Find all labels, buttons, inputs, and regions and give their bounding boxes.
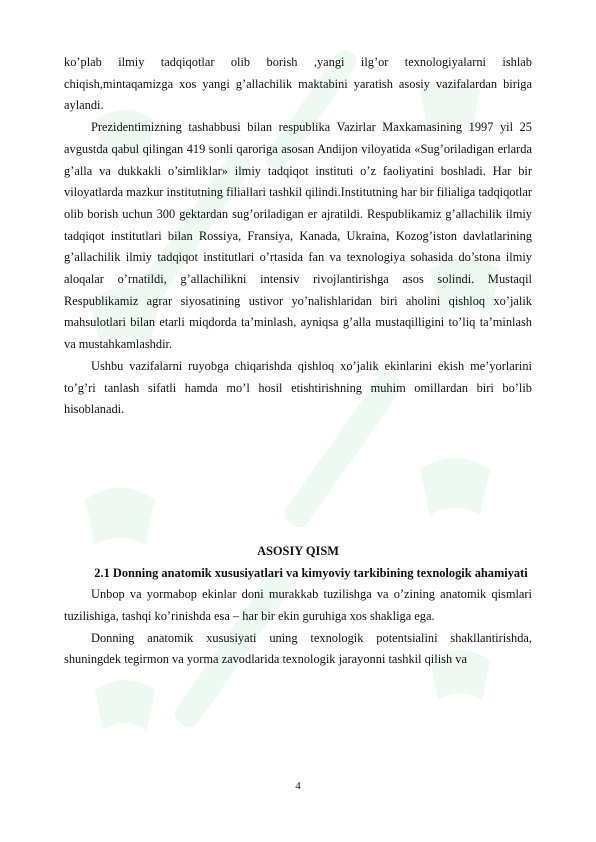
blank-space xyxy=(64,421,532,541)
page-number: 4 xyxy=(295,780,301,792)
body-paragraph: Prezidentimizning tashabbusi bilan respublika Vazirlar Maxkamasining 1997 yil 25 avgustda qabul qilingan 419 sonli qaroriga asosan Andijon viloyatida «Sug’oriladigan erlarda g’alla va dukkakli o’simliklar» ilmiy tadqiqot instituti o’z faoliyatini boshladi. Har bir viloyatlarda mazkur institutning filiallari tashkil qilindi.Institutning har bir filialiga tadqiqotlar olib borish uchun 300 gektardan sug’oriladigan er ajratildi. Respublikamiz g’allachilik ilmiy tadqiqot institutlari bilan Rossiya, Fransiya, Kanada, Ukraina, Kozog’iston davlatlarining g’allachilik ilmiy tadqiqot institutlari o’rtasida fan va texnologiya sohasida do’stona ilmiy aloqalar o’rnatildi, g’allachilikni intensiv rivojlantirishga asos solindi. Mustaqil Respublikamiz agrar siyosatining ustivor yo’nalishlaridan biri aholini qishloq xo’jalik mahsulotlari bilan etarli miqdorda ta’minlash, ayniqsa g’alla mustaqilligini to’liq ta’minlash va mustahkamlashdir. xyxy=(64,120,532,352)
body-paragraph: ko’plab ilmiy tadqiqotlar olib borish ,yangi ilg’or texnologiyalarni ishlab chiqish,mintaqamizga xos yangi g’allachilik maktabini yaratish asosiy vazifalardan biriga aylandi. xyxy=(64,55,532,113)
section-subtitle: 2.1 Donning anatomik xususiyatlari va kimyoviy tarkibining texnologik ahamiyati xyxy=(94,565,528,580)
body-paragraph: Ushbu vazifalarni ruyobga chiqarishda qishloq xo’jalik ekinlarini ekish me’yorlarini to’g’ri tanlash sifatli hamda mo’l hosil etishtirishning muhim omillardan biri bo’lib hisoblanadi. xyxy=(64,358,532,417)
page-content xyxy=(64,52,532,671)
section-title: ASOSIY QISM xyxy=(257,543,339,558)
body-paragraph: Unbop va yormabop ekinlar doni murakkab tuzilishga va o’zining anatomik qismlari tuzilishiga, tashqi ko’rinishda esa – har bir ekin guruhiga xos shakliga ega. xyxy=(64,587,532,624)
body-paragraph: Donning anatomik xususiyati uning texnologik potentsialini shakllantirishda, shuningdek tegirmon va yorma zavodlarida texnologik jarayonni tashkil qilish va xyxy=(64,630,532,667)
